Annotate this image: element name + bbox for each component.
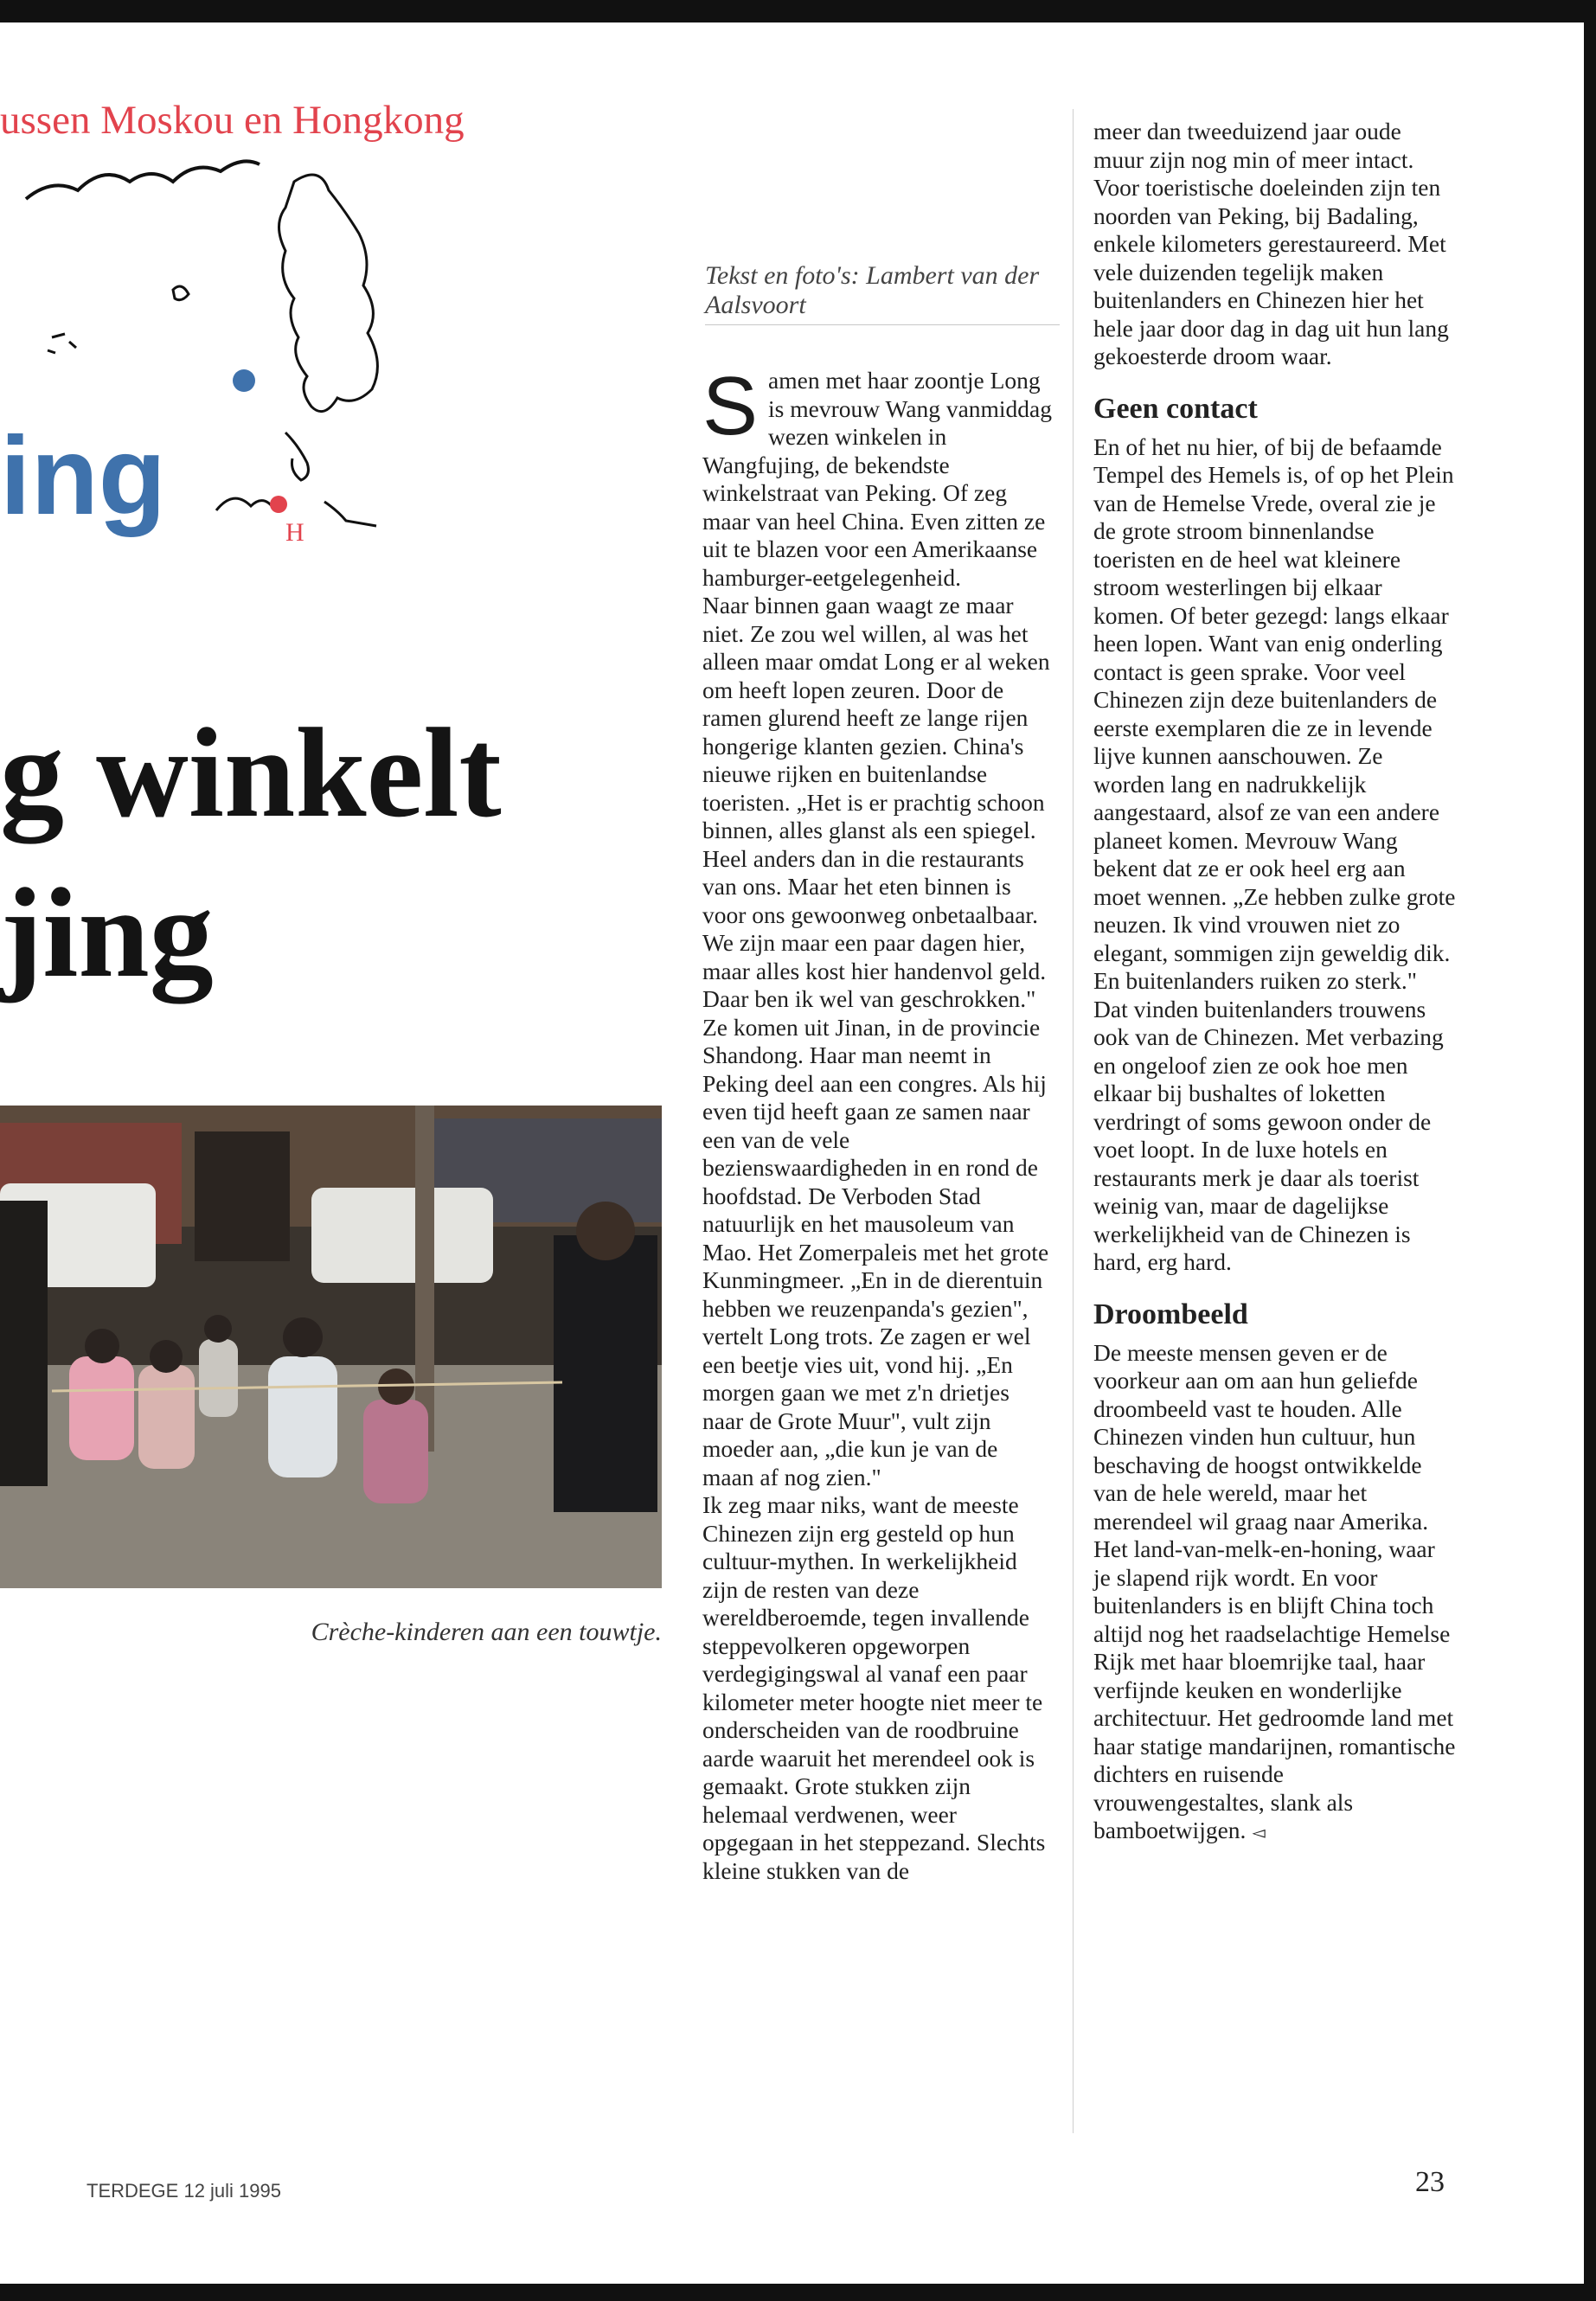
map-island	[173, 286, 189, 300]
page-number: 23	[1415, 2166, 1445, 2198]
byline: Tekst en foto's: Lambert van der Aalsvoort	[705, 261, 1040, 319]
article-column-1	[702, 360, 1053, 1885]
subhead-droombeeld: Droombeeld	[1093, 1298, 1248, 1330]
article-paragraph-3: Ze komen uit Jinan, in de provincie Shandong. Haar man neemt in Peking deel aan een congres. Als hij even tijd heeft gaan ze samen naar een van de vele bezienswaardigheden in en rond de hoofdstad. De Verboden Stad natuurlijk en het mausoleum van Mao. Het Zomerpaleis met het grote Kunmingmeer. „En in de dierentuin hebben we reuzenpanda's gezien", vertelt Long trots. Ze zagen er wel een beetje vies uit, vond hij. „En morgen gaan we met z'n drietjes naar de Grote Muur", vult zijn moeder aan, „die kun je van de maan af nog zien."	[702, 1013, 1049, 1490]
headline-line-1: g winkelt	[0, 702, 502, 844]
photo-lamp-pole	[415, 1106, 434, 1452]
map-label-h: H	[285, 518, 304, 547]
article-paragraph-2: Naar binnen gaan waagt ze maar niet. Ze zou wel willen, al was het alleen maar omdat Long er al weken om heeft lopen zeuren. Door de ramen glurend heeft ze lange rijen hongerige klanten gezien. China's nieuwe rijken en buitenlandse toeristen. „Het is er prachtig schoon binnen, alles glanst als een spiegel. Heel anders dan in die restaurants van ons. Maar het eten binnen is voor ons gewoonweg onbetaalbaar. We zijn maar een paar dagen hier, maar alles kost hier handenvol geld. Daar ben ik wel van geschrokken."	[702, 592, 1050, 1012]
scan-border-top	[0, 0, 1596, 22]
end-mark-icon: ◅	[1252, 1823, 1266, 1843]
photo-adult-right	[554, 1235, 657, 1512]
scan-border-right	[1584, 0, 1596, 2301]
photo-adult-left	[0, 1201, 48, 1486]
photo-doorway	[195, 1131, 290, 1261]
title-fragment: ing	[0, 414, 166, 538]
article-paragraph-7	[1093, 1339, 1457, 1848]
map-island-small	[48, 334, 76, 353]
article-paragraph-1	[702, 360, 1053, 592]
article-paragraph-5: meer dan tweeduizend jaar oude muur zijn nog min of meer intact. Voor toeristische doeleinden zijn ten noorden van Peking, bij Badaling, enkele kilometers gerestaureerd. Met vele duizenden tegelijk maken buitenlanders en Chinezen hier het hele jaar door dag in dag uit hun lang gekoesterde droom waar.	[1093, 118, 1449, 369]
scan-border-bottom	[0, 2284, 1596, 2301]
article-paragraph-6: En of het nu hier, of bij de befaamde Tempel des Hemels is, of op het Plein van de Hemelse Vrede, overal zie je de grote stroom binnenlandse toeristen en de heel wat kleinere stroom westerlingen bij elkaar komen. Of beter gezegd: langs elkaar heen lopen. Want van enig onderling contact is geen sprake. Voor veel Chinezen zijn deze buitenlanders de eerste exemplaren die ze in levende lijve kunnen aanschouwen. Ze worden lang en nadrukkelijk aangestaard, alsof ze van een andere planeet komen. Mevrouw Wang bekent dat ze er ook heel erg aan moet wennen. „Ze hebben zulke grote neuzen. Ik vind vrouwen niet zo elegant, sommigen zijn geweldig dik. En buitenlanders ruiken zo sterk." Dat vinden buitenlanders trouwens ook van de Chinezen. Met verbazing en ongeloof zien ze ook hoe men elkaar bij bushaltes of loketten verdringt of soms gewoon onder de voet loopt. In de luxe hotels en restaurants merk je daar als toerist weinig van, maar de dagelijkse werkelijkheid van de Chinezen is hard, erg hard.	[1093, 433, 1456, 1275]
headline-line-2: jing	[0, 862, 214, 1004]
article-photo	[0, 1106, 662, 1588]
photo-caption: Crèche-kinderen aan een touwtje.	[311, 1618, 662, 1646]
article-column-2	[1093, 118, 1457, 1848]
article-paragraph-1-text: amen met haar zoontje Long is mevrouw Wang vanmiddag wezen winkelen in Wangfujing, de bekendste winkelstraat van Peking. Of zeg maar van heel China. Even zitten ze uit te blazen voor een Amerikaanse hamburger-eetgelegenheid.	[702, 367, 1053, 591]
map-coastline-north	[26, 161, 260, 199]
subhead-geen-contact: Geen contact	[1093, 392, 1258, 425]
photo-adult-right-head	[576, 1202, 635, 1260]
drop-cap: S	[702, 360, 759, 452]
kicker-title: ussen Moskou en Hongkong	[0, 98, 465, 143]
article-paragraph-4: Ik zeg maar niks, want de meeste Chinezen zijn erg gesteld op hun cultuur-mythen. In werkelijkheid zijn de resten van deze wereldberoemde, tegen invallende steppevolkeren opgeworpen verdegigingswal al vanaf een paar kilometer meter hoogte niet meer te onderscheiden van de roodbruine aarde waaruit het merendeel ook is gemaakt. Grote stukken zijn helemaal verdwenen, weer opgegaan in het steppezand. Slechts kleine stukken van de	[702, 1491, 1046, 1884]
article-paragraph-7-text: De meeste mensen geven er de voorkeur aan om aan hun geliefde droombeeld vast te houden. Alle Chinezen vinden hun cultuur, hun beschaving de hoogst ontwikkelde van de hele wereld, maar het merendeel wil graag naar Amerika. Het land-van-melk-en-honing, waar je slapend rijk wordt. En voor buitenlanders is en blijft China toch altijd nog het raadselachtige Hemelse Rijk met haar bloemrijke taal, haar verfijnde keuken en wonderlijke architectuur. Het gedroomde land met haar statige mandarijnen, romantische dichters en ruisende vrouwengestaltes, slank als bamboetwijgen.	[1093, 1338, 1456, 1843]
map-coastline-east	[279, 175, 378, 412]
map-marker-hongkong	[270, 496, 287, 513]
photo-van-center	[311, 1188, 493, 1283]
map-coastline-south	[285, 433, 308, 480]
column-divider	[1073, 109, 1074, 2133]
byline-rule	[705, 324, 1060, 325]
footer-magazine-issue: TERDEGE 12 juli 1995	[87, 2180, 281, 2202]
street-photo-illustration	[0, 1106, 662, 1588]
map-marker-peking	[233, 369, 255, 392]
